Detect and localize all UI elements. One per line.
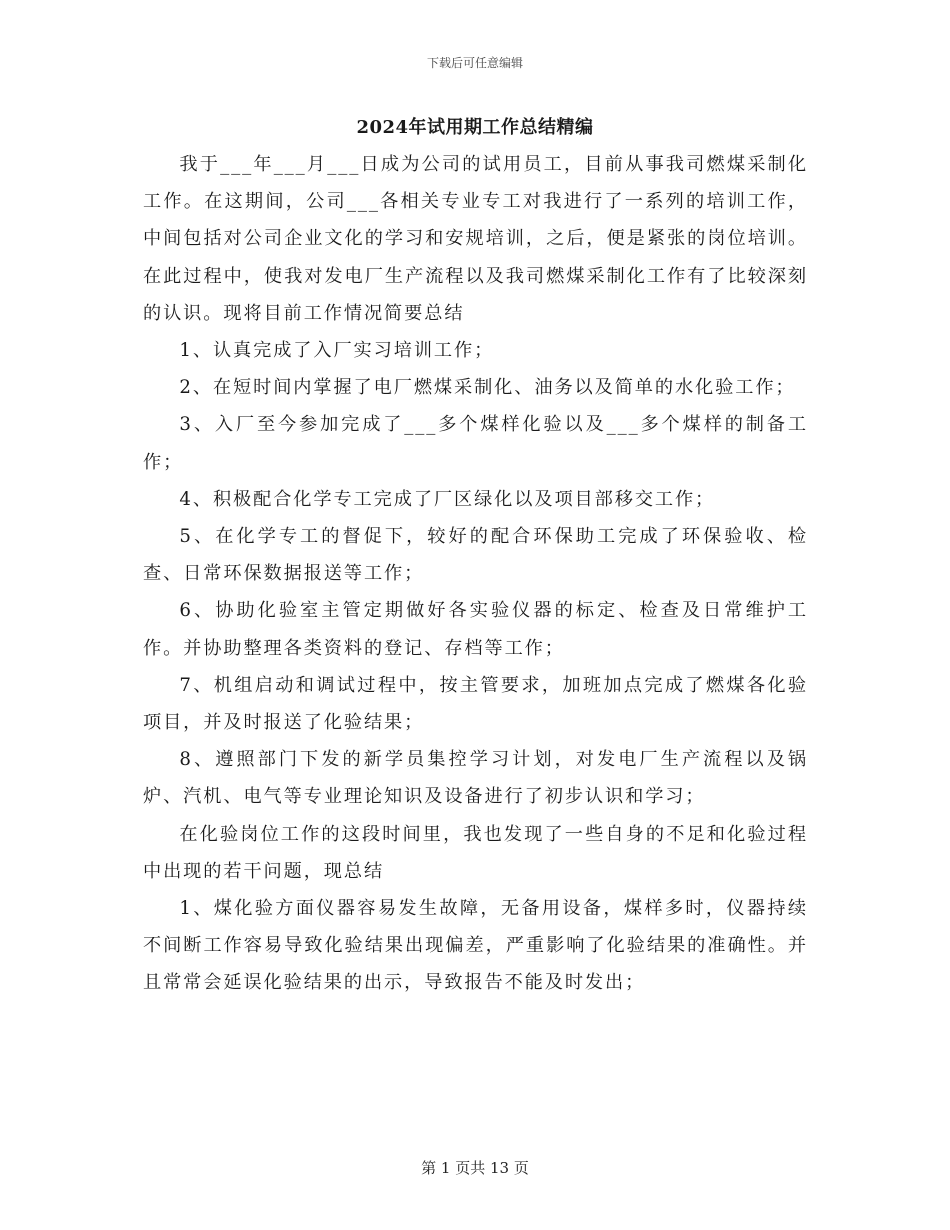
document-title: 2024年试用期工作总结精编 [356,117,594,138]
paragraph-item-2: 2、在短时间内掌握了电厂燃煤采制化、油务以及简单的水化验工作； [179,377,796,399]
paragraph-item-5: 5、在化学专工的督促下，较好的配合环保助工完成了环保验收、检查、日常环保数据报送等工作； [143,526,808,585]
document-body [143,146,808,1002]
paragraph-item-6: 6、协助化验室主管定期做好各实验仪器的标定、检查及日常维护工作。并协助整理各类资料的登记、存档等工作； [143,600,808,659]
paragraph-intro: 我于___年___月___日成为公司的试用员工，目前从事我司燃煤采制化工作。在这期间，公司___各相关专业专工对我进行了一系列的培训工作，中间包括对公司企业文化的学习和安规培训，之后，便是紧张的岗位培训。在此过程中，使我对发电厂生产流程以及我司燃煤采制化工作有了比较深刻的认识。现将目前工作情况简要总结 [143,154,808,324]
paragraph-item-3: 3、入厂至今参加完成了___多个煤样化验以及___多个煤样的制备工作； [143,414,808,473]
paragraph-item-4: 4、积极配合化学专工完成了厂区绿化以及项目部移交工作； [179,488,716,510]
paragraph-item-1: 1、认真完成了入厂实习培训工作； [179,340,495,362]
page-number-footer: 第 1 页共 13 页 [421,1159,529,1177]
paragraph-item-7: 7、机组启动和调试过程中，按主管要求，加班加点完成了燃煤各化验项目，并及时报送了化验结果； [143,674,808,734]
page-header-note: 下载后可任意编辑 [426,56,523,70]
paragraph-problems-intro: 在化验岗位工作的这段时间里，我也发现了一些自身的不足和化验过程中出现的若干问题，现总结 [143,823,808,882]
paragraph-item-8: 8、遵照部门下发的新学员集控学习计划，对发电厂生产流程以及锅炉、汽机、电气等专业理论知识及设备进行了初步认识和学习； [143,749,808,808]
paragraph-problem-1: 1、煤化验方面仪器容易发生故障，无备用设备，煤样多时，仪器持续不间断工作容易导致化验结果出现偏差，严重影响了化验结果的准确性。并且常常会延误化验结果的出示，导致报告不能及时发出； [143,898,808,994]
